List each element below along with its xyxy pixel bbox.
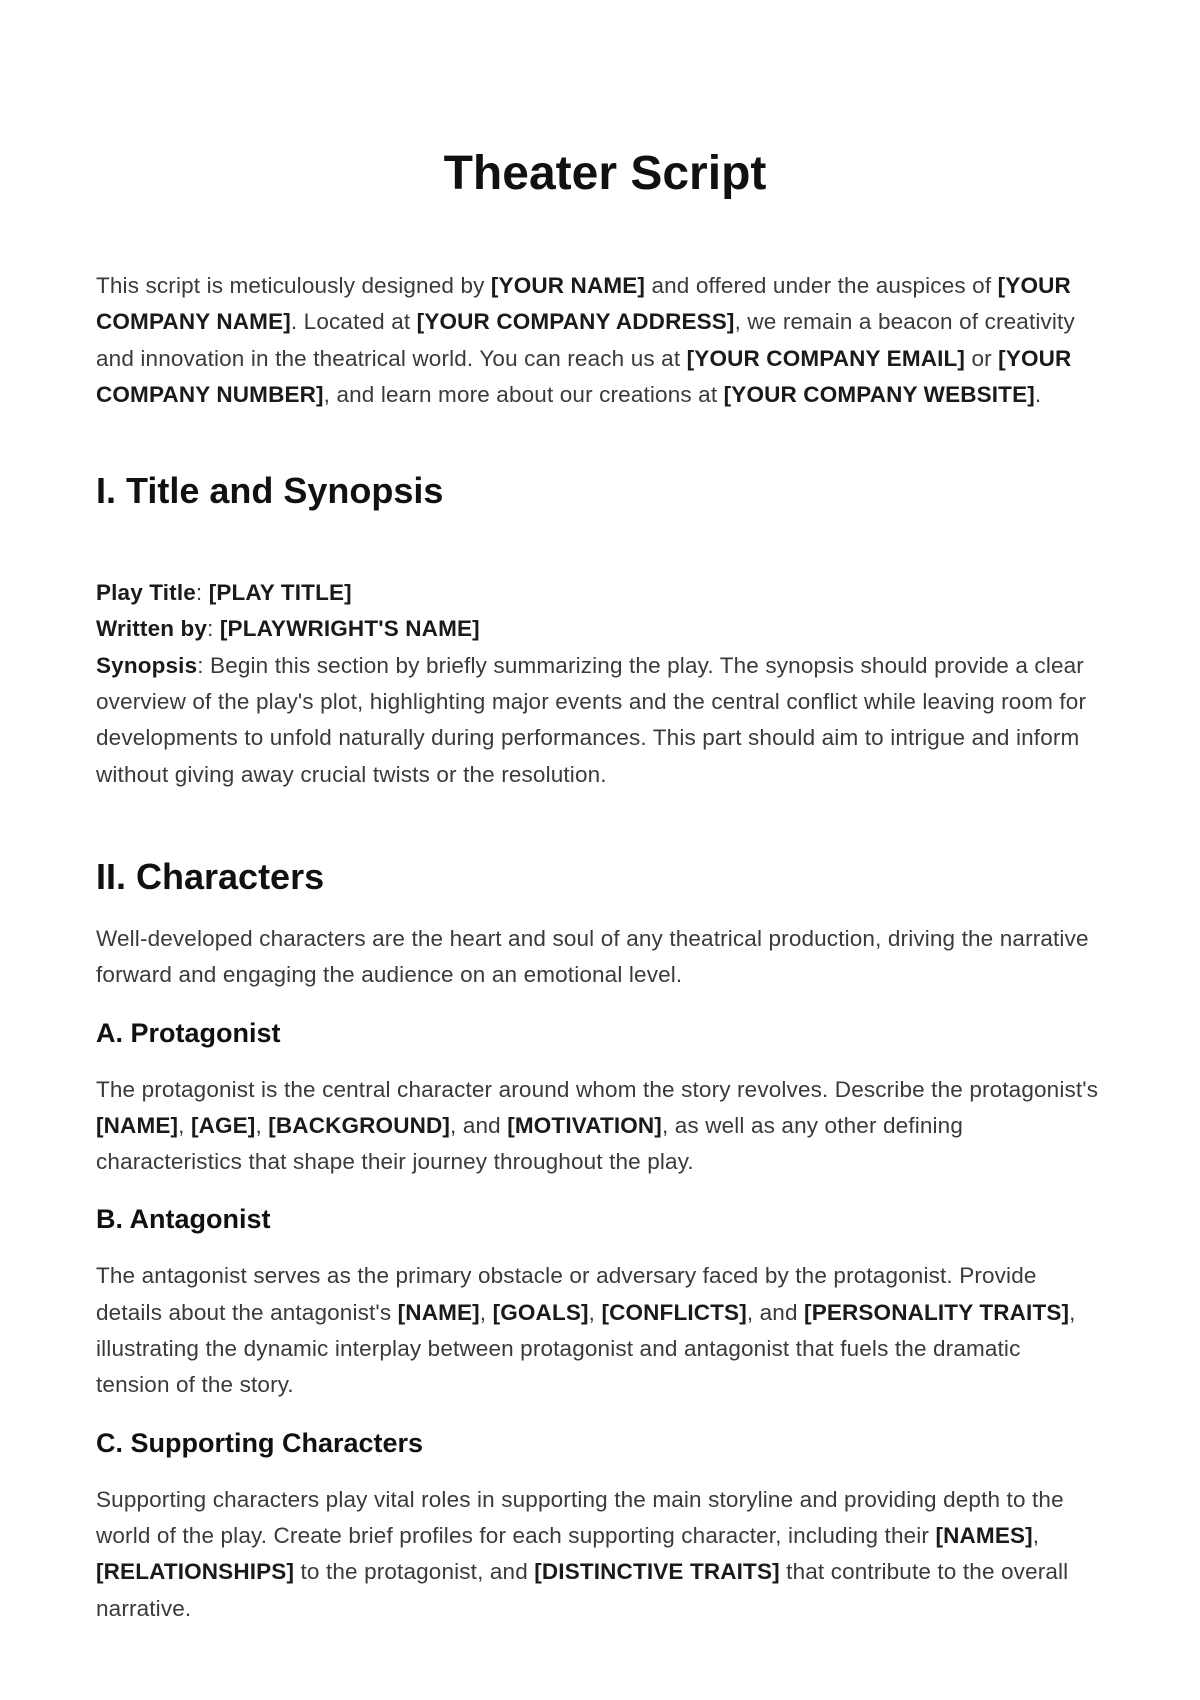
body-text: Supporting characters play vital roles in supporting the main storyline and providing depth to the world of the play. Create brief profiles for each supporting character, including their <box>96 1486 1064 1548</box>
subheading-antagonist: B. Antagonist <box>96 1204 271 1235</box>
subheading-protagonist: A. Protagonist <box>96 1017 281 1048</box>
body-text: , <box>1032 1522 1040 1548</box>
intro-text: , and learn more about our creations at <box>323 381 724 407</box>
placeholder-name: [NAME] <box>397 1299 480 1325</box>
intro-text: , we remain a beacon of creativity and innovation in the theatrical world. You can reach us at <box>96 309 1075 371</box>
placeholder-company-website: [YOUR COMPANY WEBSITE] <box>723 381 1035 407</box>
play-details <box>96 575 1100 793</box>
body-text: , <box>588 1299 602 1325</box>
placeholder-relationships: [RELATIONSHIPS] <box>96 1559 295 1585</box>
separator: : <box>197 652 211 678</box>
subheading-supporting-characters: C. Supporting Characters <box>96 1427 424 1458</box>
separator: : <box>195 580 209 606</box>
synopsis-line <box>96 648 1100 793</box>
characters-intro: Well-developed characters are the heart and soul of any theatrical production, driving the narrative forward and engaging the audience on an emotional level. <box>96 925 1089 988</box>
intro-text: and offered under the auspices of <box>645 273 998 298</box>
placeholder-company-email: [YOUR COMPANY EMAIL] <box>686 345 966 371</box>
separator: : <box>207 616 220 642</box>
body-text: The antagonist serves as the primary obstacle or adversary faced by the protagonist. Provide details about the antagonist's <box>96 1263 1037 1325</box>
play-title-line <box>96 575 1100 611</box>
synopsis-label: Synopsis <box>96 652 198 678</box>
intro-text: . Located at <box>290 309 417 335</box>
body-text: , and <box>746 1299 805 1325</box>
written-by-line <box>96 611 1100 647</box>
intro-text: This script is meticulously designed by <box>96 273 491 298</box>
play-title-value: [PLAY TITLE] <box>208 580 352 606</box>
placeholder-distinctive-traits: [DISTINCTIVE TRAITS] <box>534 1559 780 1585</box>
body-text: to the protagonist, and <box>294 1559 535 1585</box>
placeholder-company-number: [YOUR COMPANY NUMBER] <box>96 345 1072 407</box>
placeholder-age: [AGE] <box>190 1112 256 1138</box>
body-text: that contribute to the overall narrative. <box>96 1559 1069 1621</box>
written-by-value: [PLAYWRIGHT'S NAME] <box>219 616 480 642</box>
placeholder-personality-traits: [PERSONALITY TRAITS] <box>804 1299 1070 1325</box>
intro-paragraph <box>96 268 1100 413</box>
document-page <box>96 0 1100 1627</box>
placeholder-company-address: [YOUR COMPANY ADDRESS] <box>416 309 735 335</box>
protagonist-paragraph <box>96 1072 1100 1181</box>
section-heading-title-synopsis: I. Title and Synopsis <box>96 470 444 512</box>
placeholder-motivation: [MOTIVATION] <box>507 1112 662 1138</box>
intro-text: . <box>1034 381 1042 407</box>
placeholder-company-name: [YOUR COMPANY NAME] <box>96 273 1071 335</box>
body-text: , illustrating the dynamic interplay between protagonist and antagonist that fuels the dramatic tension of the story. <box>96 1299 1076 1398</box>
intro-text: or <box>965 345 999 371</box>
page-title: Theater Script <box>443 147 767 200</box>
body-text: , <box>479 1299 493 1325</box>
supporting-paragraph <box>96 1482 1100 1627</box>
placeholder-names: [NAMES] <box>935 1522 1033 1548</box>
body-text: The protagonist is the central character around whom the story revolves. Describe the protagonist's <box>96 1076 1099 1102</box>
body-text: , as well as any other defining characteristics that shape their journey throughout the play. <box>96 1112 964 1175</box>
body-text: , and <box>450 1112 508 1138</box>
antagonist-paragraph <box>96 1258 1100 1403</box>
body-text: , <box>255 1112 269 1138</box>
synopsis-text: Begin this section by briefly summarizing the play. The synopsis should provide a clear overview of the play's plot, highlighting major events and the central conflict while leaving room for developments to unfold naturally during performances. This part should aim to intrigue and inform without giving away crucial twists or the resolution. <box>96 652 1087 787</box>
section-heading-characters: II. Characters <box>96 855 325 897</box>
placeholder-name: [NAME] <box>96 1112 179 1138</box>
placeholder-goals: [GOALS] <box>492 1299 589 1325</box>
placeholder-your-name: [YOUR NAME] <box>490 273 646 298</box>
written-by-label: Written by <box>96 616 208 642</box>
body-text: , <box>178 1112 191 1138</box>
play-title-label: Play Title <box>96 580 196 606</box>
placeholder-background: [BACKGROUND] <box>268 1112 451 1138</box>
placeholder-conflicts: [CONFLICTS] <box>601 1299 747 1325</box>
